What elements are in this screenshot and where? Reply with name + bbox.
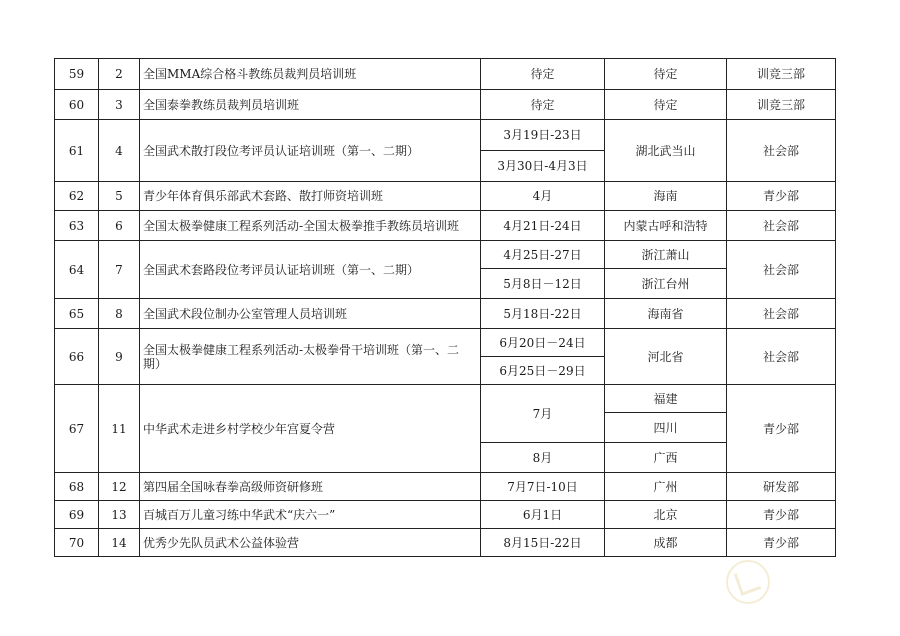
- course-department: 社会部: [727, 299, 836, 329]
- course-name: 全国武术散打段位考评员认证培训班（第一、二期）: [140, 120, 481, 182]
- table-row: [55, 241, 836, 269]
- course-department: 青少部: [727, 182, 836, 211]
- course-department: 社会部: [727, 120, 836, 182]
- course-time: 8月15日-22日: [481, 529, 605, 557]
- table-row: [55, 211, 836, 241]
- row-number: 67: [55, 385, 99, 473]
- course-department: 社会部: [727, 329, 836, 385]
- row-subnumber: 11: [99, 385, 140, 473]
- course-place: 广州: [605, 473, 727, 501]
- course-department: 社会部: [727, 241, 836, 299]
- course-place: 广西: [605, 443, 727, 473]
- table-row: [55, 120, 836, 151]
- watermark-logo: [726, 560, 770, 604]
- course-time: 待定: [481, 59, 605, 90]
- course-name: 中华武术走进乡村学校少年宫夏令营: [140, 385, 481, 473]
- course-time: 7月: [481, 385, 605, 443]
- course-place: 四川: [605, 413, 727, 443]
- course-time: 4月25日-27日: [481, 241, 605, 269]
- row-number: 66: [55, 329, 99, 385]
- row-subnumber: 4: [99, 120, 140, 182]
- course-place: 海南省: [605, 299, 727, 329]
- course-time: 6月1日: [481, 501, 605, 529]
- course-time: 7月7日-10日: [481, 473, 605, 501]
- course-time: 5月18日-22日: [481, 299, 605, 329]
- course-department: 青少部: [727, 501, 836, 529]
- course-department: 训竞三部: [727, 90, 836, 120]
- course-name: 优秀少先队员武术公益体验营: [140, 529, 481, 557]
- table-row: [55, 385, 836, 413]
- course-name: 全国泰拳教练员裁判员培训班: [140, 90, 481, 120]
- course-time: 5月8日－12日: [481, 269, 605, 299]
- course-time: 4月: [481, 182, 605, 211]
- course-place: 浙江台州: [605, 269, 727, 299]
- row-subnumber: 14: [99, 529, 140, 557]
- course-department: 青少部: [727, 385, 836, 473]
- course-place: 福建: [605, 385, 727, 413]
- course-place: 成都: [605, 529, 727, 557]
- row-number: 63: [55, 211, 99, 241]
- table-row: [55, 501, 836, 529]
- row-number: 68: [55, 473, 99, 501]
- row-number: 62: [55, 182, 99, 211]
- row-subnumber: 13: [99, 501, 140, 529]
- course-time: 3月30日-4月3日: [481, 151, 605, 182]
- table-row: [55, 329, 836, 357]
- course-name: 全国太极拳健康工程系列活动-太极拳骨干培训班（第一、二期）: [140, 329, 481, 385]
- course-name: 全国武术段位制办公室管理人员培训班: [140, 299, 481, 329]
- course-name: 全国太极拳健康工程系列活动-全国太极拳推手教练员培训班: [140, 211, 481, 241]
- course-department: 训竞三部: [727, 59, 836, 90]
- row-subnumber: 7: [99, 241, 140, 299]
- course-name: 百城百万儿童习练中华武术“庆六一”: [140, 501, 481, 529]
- course-time: 6月25日－29日: [481, 357, 605, 385]
- row-subnumber: 3: [99, 90, 140, 120]
- row-subnumber: 9: [99, 329, 140, 385]
- course-time: 待定: [481, 90, 605, 120]
- table-row: [55, 529, 836, 557]
- row-number: 69: [55, 501, 99, 529]
- table-row: [55, 299, 836, 329]
- course-place: 内蒙古呼和浩特: [605, 211, 727, 241]
- row-number: 59: [55, 59, 99, 90]
- course-place: 河北省: [605, 329, 727, 385]
- row-number: 61: [55, 120, 99, 182]
- course-time: 4月21日-24日: [481, 211, 605, 241]
- course-name: 第四届全国咏春拳高级师资研修班: [140, 473, 481, 501]
- row-subnumber: 2: [99, 59, 140, 90]
- course-time: 8月: [481, 443, 605, 473]
- table-row: [55, 473, 836, 501]
- row-number: 65: [55, 299, 99, 329]
- course-place: 北京: [605, 501, 727, 529]
- course-place: 湖北武当山: [605, 120, 727, 182]
- row-number: 70: [55, 529, 99, 557]
- course-name: 全国武术套路段位考评员认证培训班（第一、二期）: [140, 241, 481, 299]
- row-subnumber: 8: [99, 299, 140, 329]
- course-department: 社会部: [727, 211, 836, 241]
- course-time: 3月19日-23日: [481, 120, 605, 151]
- row-number: 60: [55, 90, 99, 120]
- course-department: 青少部: [727, 529, 836, 557]
- row-number: 64: [55, 241, 99, 299]
- course-place: 浙江萧山: [605, 241, 727, 269]
- table-row: [55, 90, 836, 120]
- course-name: 全国MMA综合格斗教练员裁判员培训班: [140, 59, 481, 90]
- row-subnumber: 5: [99, 182, 140, 211]
- row-subnumber: 12: [99, 473, 140, 501]
- course-place: 待定: [605, 90, 727, 120]
- course-place: 待定: [605, 59, 727, 90]
- row-subnumber: 6: [99, 211, 140, 241]
- table-row: [55, 182, 836, 211]
- schedule-table: [54, 58, 836, 557]
- course-department: 研发部: [727, 473, 836, 501]
- course-place: 海南: [605, 182, 727, 211]
- course-name: 青少年体育俱乐部武术套路、散打师资培训班: [140, 182, 481, 211]
- table-row: [55, 59, 836, 90]
- course-time: 6月20日－24日: [481, 329, 605, 357]
